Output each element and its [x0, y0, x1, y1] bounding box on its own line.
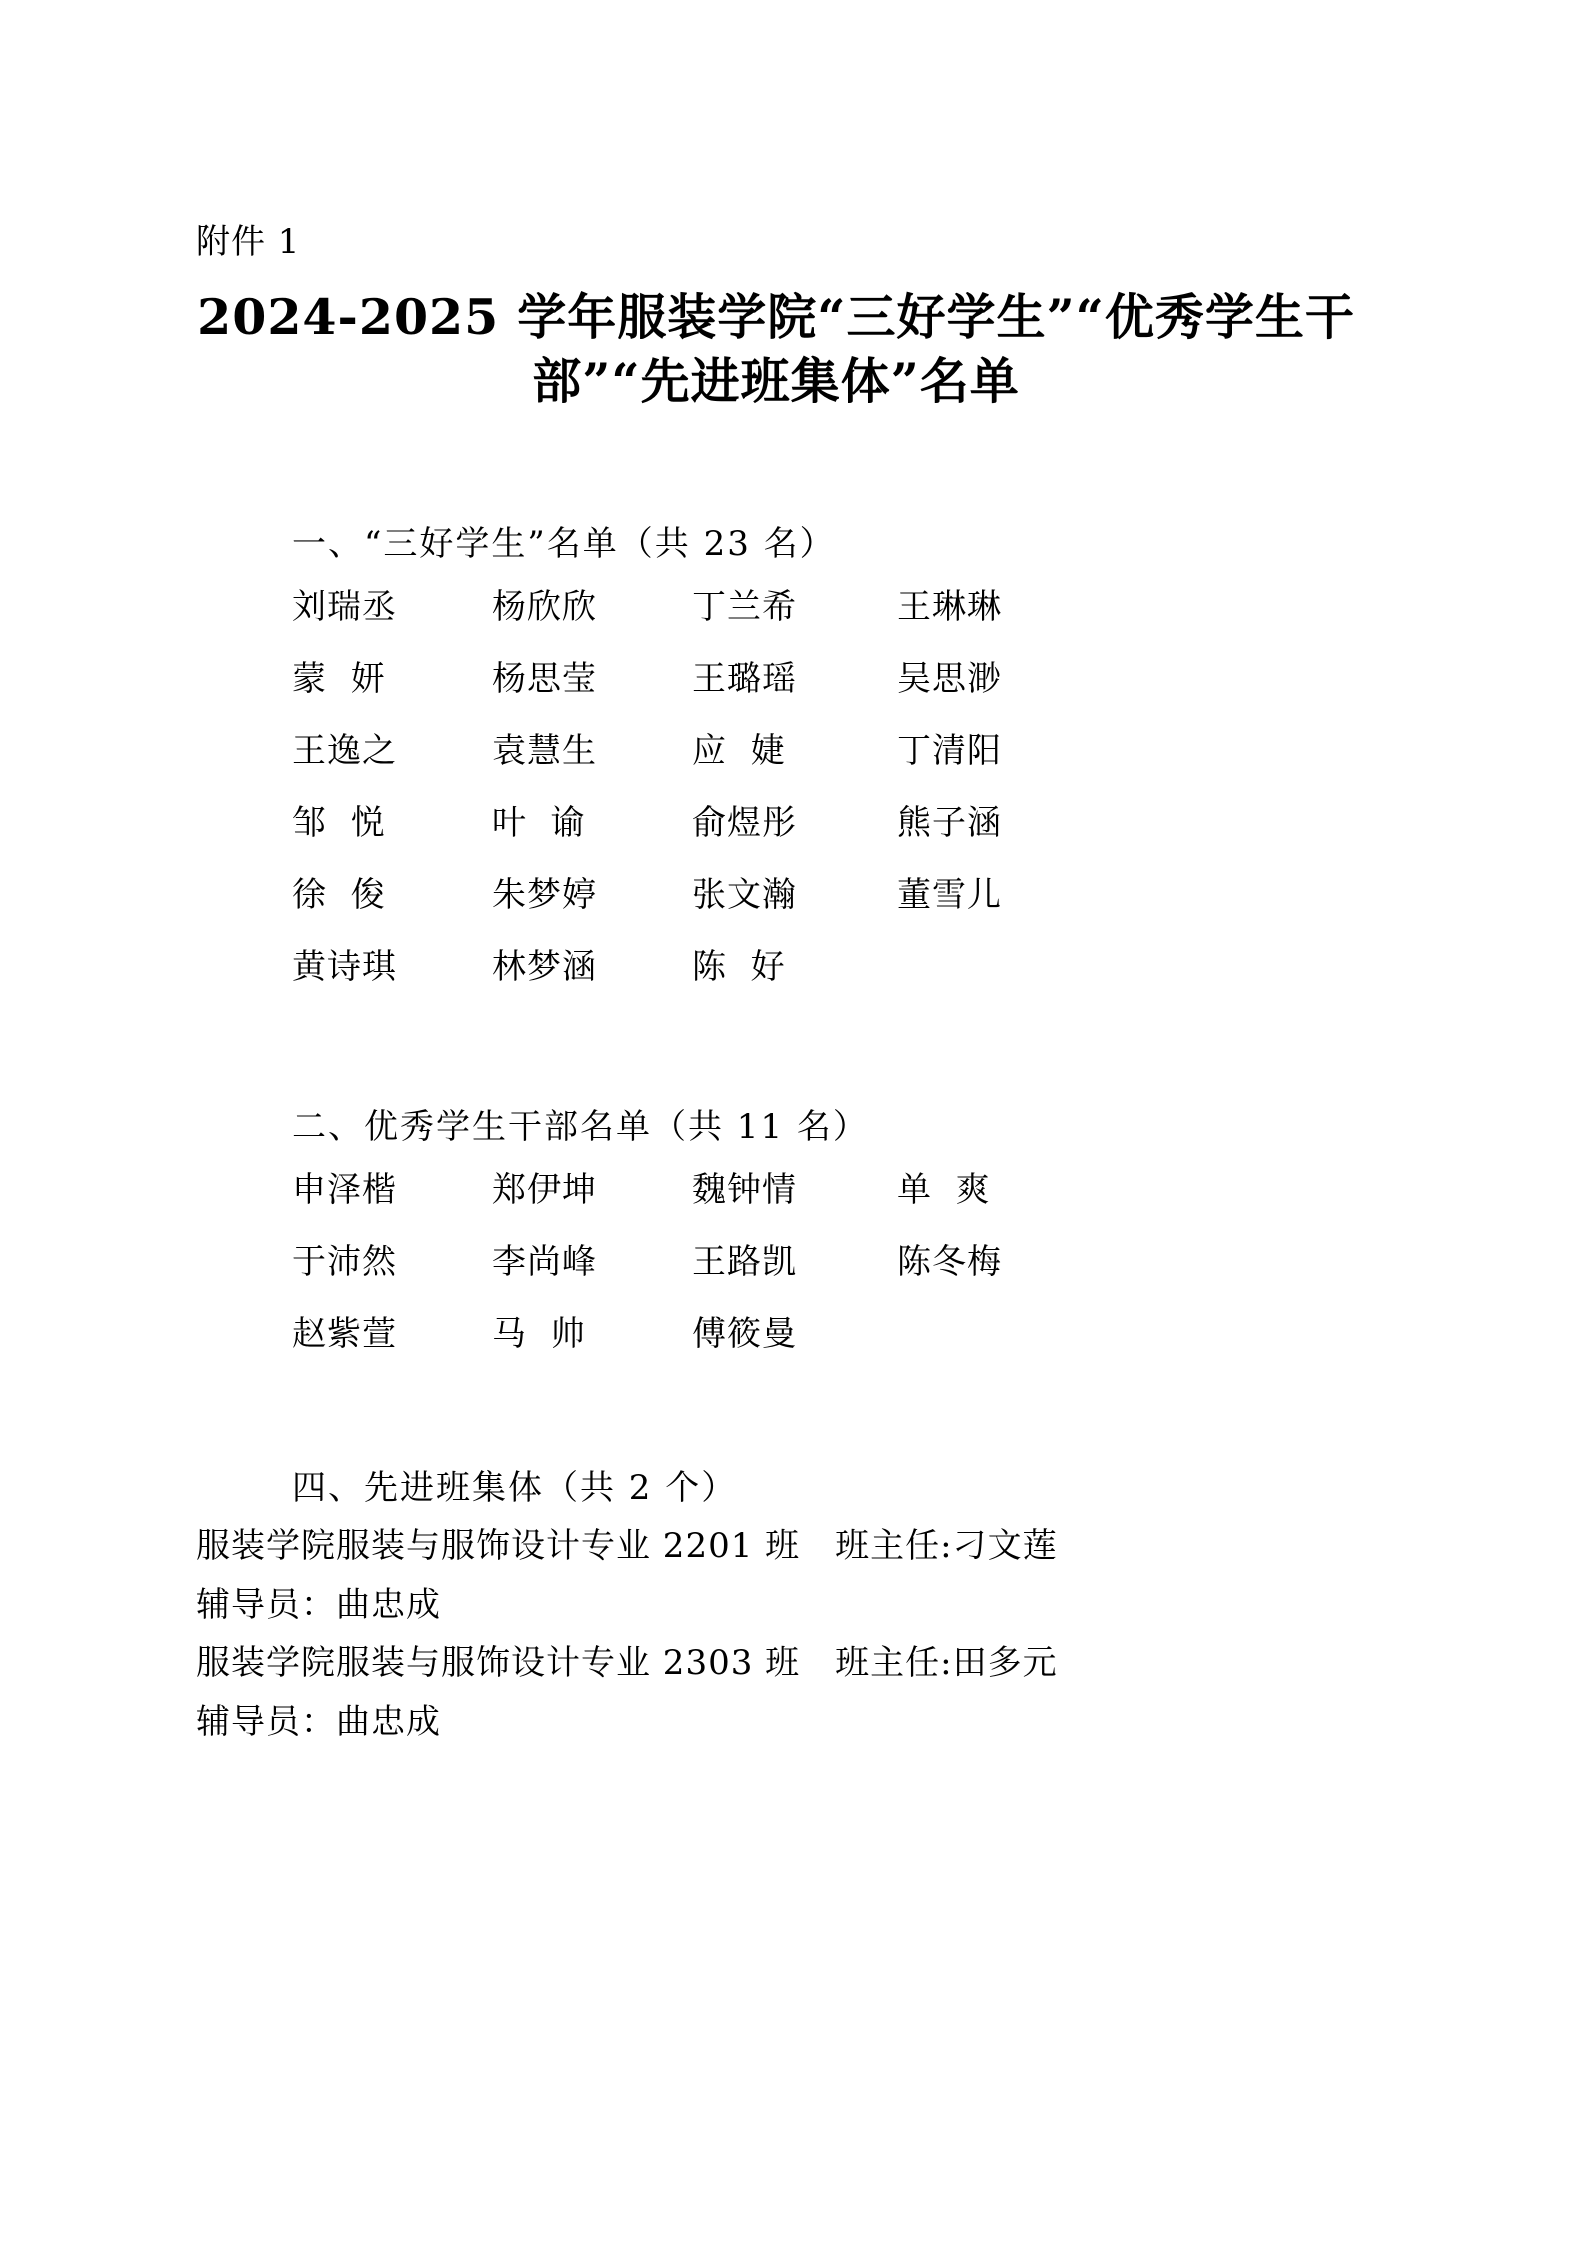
section-outstanding-students [196, 516, 1396, 1003]
name-cell: 申泽楷 [292, 1170, 397, 1211]
name-cell: 徐 俊 [292, 875, 386, 916]
name-cell: 单 爽 [897, 1170, 991, 1211]
name-cell: 朱梦婷 [492, 875, 597, 916]
document-content [196, 222, 1396, 1751]
name-cell: 于沛然 [292, 1242, 397, 1283]
name-grid [292, 571, 1396, 1003]
name-row [292, 1298, 1396, 1370]
class-list [196, 1517, 1396, 1751]
name-cell: 董雪儿 [897, 875, 1002, 916]
name-cell: 王璐瑶 [692, 659, 797, 700]
name-row [292, 931, 1396, 1003]
class-line: 服装学院服装与服饰设计专业 2201 班 班主任:刁文莲 [196, 1526, 1058, 1567]
name-cell: 杨欣欣 [492, 587, 597, 628]
name-cell: 熊子涵 [897, 803, 1002, 844]
attachment-label: 附件 1 [196, 222, 301, 262]
name-row [292, 715, 1396, 787]
name-row [292, 859, 1396, 931]
name-cell: 王逸之 [292, 731, 397, 772]
name-cell: 陈冬梅 [897, 1242, 1002, 1283]
name-cell: 郑伊坤 [492, 1170, 597, 1211]
section-heading: 二、优秀学生干部名单（共 11 名） [292, 1107, 869, 1148]
name-cell: 吴思渺 [897, 659, 1002, 700]
section-heading: 四、先进班集体（共 2 个） [292, 1468, 738, 1509]
page-title: 2024-2025 学年服装学院“三好学生”“优秀学生干部”“先进班集体”名单 [197, 287, 1355, 411]
name-row [292, 571, 1396, 643]
name-cell: 王路凯 [692, 1242, 797, 1283]
name-cell: 黄诗琪 [292, 947, 397, 988]
name-cell: 刘瑞丞 [292, 587, 397, 628]
section-heading: 一、“三好学生”名单（共 23 名） [292, 524, 836, 565]
name-cell: 应 婕 [692, 731, 786, 772]
name-cell: 杨思莹 [492, 659, 597, 700]
name-row [292, 787, 1396, 859]
name-cell: 马 帅 [492, 1314, 586, 1355]
name-row [292, 1226, 1396, 1298]
name-cell: 蒙 妍 [292, 659, 386, 700]
name-cell: 丁清阳 [897, 731, 1002, 772]
name-cell: 魏钟情 [692, 1170, 797, 1211]
class-line: 辅导员：曲忠成 [196, 1584, 441, 1625]
name-row [292, 1154, 1396, 1226]
name-cell: 傅筱曼 [692, 1314, 797, 1355]
name-cell: 邹 悦 [292, 803, 386, 844]
name-grid [292, 1154, 1396, 1370]
class-line: 辅导员：曲忠成 [196, 1701, 441, 1742]
class-line: 服装学院服装与服饰设计专业 2303 班 班主任:田多元 [196, 1643, 1058, 1684]
section-advanced-classes [196, 1460, 1396, 1751]
section-outstanding-cadres [196, 1099, 1396, 1370]
name-cell: 陈 好 [692, 947, 786, 988]
name-cell: 林梦涵 [492, 947, 597, 988]
name-cell: 王琳琳 [897, 587, 1002, 628]
name-cell: 李尚峰 [492, 1242, 597, 1283]
name-row [292, 643, 1396, 715]
name-cell: 张文瀚 [692, 875, 797, 916]
name-cell: 叶 谕 [492, 803, 586, 844]
name-cell: 俞煜彤 [692, 803, 797, 844]
name-cell: 袁慧生 [492, 731, 597, 772]
name-cell: 赵紫萱 [292, 1314, 397, 1355]
name-cell: 丁兰希 [692, 587, 797, 628]
